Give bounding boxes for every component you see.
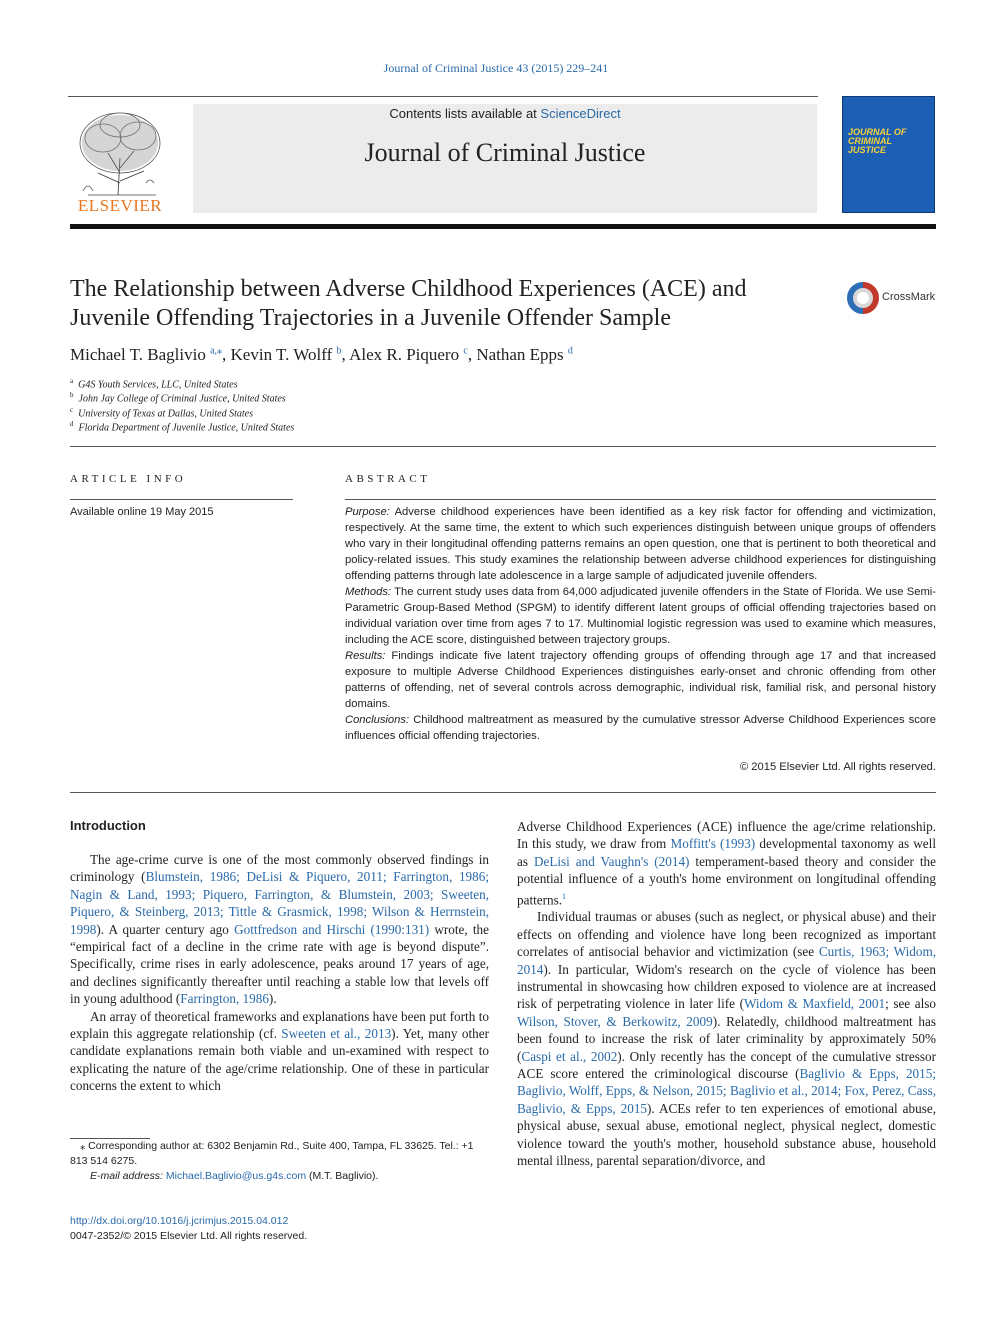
text: Individual traumas or abuses (such as neglect, or physical abuse) and their effects on offending and violence have long been recognized as important correlates of antisocial behavior and victimization (see xyxy=(517,909,936,960)
author-list: Michael T. Baglivio $^{a,⁎}$, Kevin T. Wolff $^b$, Alex R. Piquero $^c$, Nathan Epps $^d$ xyxy=(70,345,573,364)
citation-link[interactable]: Baglivio & Epps, 2015; Baglivio, Wolff, Epps, & Nelson, 2015; Baglivio et al., 2014; Fox, Perez, Cass, Baglivio, & Epps, 2015 xyxy=(517,1066,937,1116)
text: Adverse Childhood Experiences (ACE) influence the age/crime relationship. In this study, we draw from xyxy=(517,819,936,852)
abstract-methods-label: Methods: xyxy=(345,586,392,598)
text: developmental taxonomy as well as xyxy=(517,836,936,869)
abstract-conclusions-label: Conclusions: xyxy=(345,714,410,726)
author-name: Michael T. Baglivio xyxy=(70,345,206,364)
contents-available-line xyxy=(193,106,817,121)
affiliation-text: University of Texas at Dallas, United States xyxy=(78,408,254,420)
email-link[interactable]: Michael.Baglivio@us.g4s.com xyxy=(165,1170,307,1182)
citation-link[interactable]: Wilson, Stover, & Berkowitz, 2009 xyxy=(517,1013,713,1029)
text: wrote, the “empirical fact of a decline in the crime rate with age is beyond dispute”. Specifically, crime rises in early adolescence, peaks around 17 years of age, and declines significantly thereafter until reaching a stable low that levels off in young adulthood ( xyxy=(70,921,489,1007)
author-affil-marker[interactable]: d xyxy=(567,345,573,357)
body-rule xyxy=(70,792,936,793)
crossmark-label[interactable]: CrossMark xyxy=(882,291,936,303)
affiliation-marker: c xyxy=(70,406,74,414)
citation-link[interactable]: Caspi et al., 2002 xyxy=(521,1048,618,1064)
header-rule xyxy=(68,96,818,97)
text: ). Yet, many other candidate explanations remain both viable and un-examined with respect to explicating the nature of the age/crime relationship. One of these in particular concerns the extent to which xyxy=(70,1026,489,1094)
affiliation-marker: b xyxy=(70,391,74,399)
abstract-conclusions xyxy=(345,712,936,744)
abstract-purpose-text: Adverse childhood experiences have been identified as a key risk factor for offending and victimization, respectively. At the same time, the extent to which such experiences distinguish between unique groups of offenders who vary in their longitudinal offending patterns remains an open question, one that is pertinent to both theoretical and policy-related issues. This study examines the relationship between adverse childhood experiences for distinguishing offending patterns through late adolescence in a large sample of adjudicated juvenile offenders. xyxy=(345,506,936,582)
issn-copyright: 0047-2352/© 2015 Elsevier Ltd. All rights reserved. xyxy=(70,1230,308,1242)
abstract-rule xyxy=(345,499,936,500)
journal-reference-link[interactable]: Journal of Criminal Justice 43 (2015) 229–241 xyxy=(383,61,609,75)
affiliation xyxy=(70,377,237,390)
abstract-methods-text: The current study uses data from 64,000 adjudicated juvenile offenders in the State of Florida. We use Semi-Parametric Group-Based Method (SPGM) to identify different latent groups of official offending trajectories based on individual variation over time from ages 7 to 17. Multinomial logistic regression was used to examine which measures, including the ACE score, distinguished between trajectory groups. xyxy=(345,586,936,646)
abstract-body xyxy=(345,504,936,744)
footnote-marker[interactable]: 1 xyxy=(562,891,567,901)
article-title: The Relationship between Adverse Childhood Experiences (ACE) and Juvenile Offending Trajectories in a Juvenile Offender Sample xyxy=(70,276,747,331)
author-name: Nathan Epps xyxy=(476,345,564,364)
header-thick-rule xyxy=(70,224,936,229)
text: ). Relatedly, childhood maltreatment has been found to increase the risk of later criminality by approximately 50% ( xyxy=(517,1013,936,1064)
citation-link[interactable]: Curtis, 1963; Widom, 2014 xyxy=(517,944,936,977)
abstract-results-text: Findings indicate five latent trajectory offending groups of offending through age 17 and that increased exposure to multiple Adverse Childhood Experiences distinguishes early-onset and chronic offending from other patterns of offending, net of several controls across demographic, individual risk, familial risk, and personal history domains. xyxy=(345,650,937,710)
citation-link[interactable]: Moffitt's (1993) xyxy=(670,836,756,852)
abstract-purpose xyxy=(345,504,936,584)
paragraph xyxy=(70,1008,489,1095)
email-suffix: (M.T. Baglivio). xyxy=(306,1170,379,1182)
text: ). xyxy=(268,991,277,1007)
email-label: E-mail address: xyxy=(90,1170,163,1182)
paragraph xyxy=(517,908,936,1169)
affiliation xyxy=(70,420,294,433)
citation-link[interactable]: Sweeten et al., 2013 xyxy=(281,1026,392,1042)
author-name: Alex R. Piquero xyxy=(349,345,460,364)
abstract-copyright: © 2015 Elsevier Ltd. All rights reserved. xyxy=(739,761,936,773)
citation-link[interactable]: Farrington, 1986 xyxy=(180,991,269,1007)
author-affil-marker[interactable]: c xyxy=(463,345,468,357)
affiliation xyxy=(70,406,253,419)
affiliation-text: G4S Youth Services, LLC, United States xyxy=(78,379,238,391)
citation-link[interactable]: DeLisi and Vaughn's (2014) xyxy=(533,853,690,869)
text: ; see also xyxy=(885,996,937,1012)
journal-title: Journal of Criminal Justice xyxy=(364,138,646,167)
affiliation xyxy=(70,391,286,404)
text: ). Only recently has the concept of the cumulative stressor ACE score entered the criminological discourse ( xyxy=(517,1048,937,1082)
doi-link[interactable]: http://dx.doi.org/10.1016/j.jcrimjus.2015.04.012 xyxy=(70,1215,289,1227)
article-info-rule xyxy=(70,499,293,500)
author-name: Kevin T. Wolff xyxy=(230,345,333,364)
affiliation-marker: d xyxy=(70,420,74,428)
abstract-heading: ABSTRACT xyxy=(345,473,431,485)
abstract-results-label: Results: xyxy=(345,650,386,662)
corresponding-author-note: ⁎ Corresponding author at: 6302 Benjamin Rd., Suite 400, Tampa, FL 33625. Tel.: +1 813 514 6275. xyxy=(70,1140,474,1167)
introduction-heading: Introduction xyxy=(70,818,146,833)
available-online-date: Available online 19 May 2015 xyxy=(70,506,214,518)
affiliation-marker: a xyxy=(70,377,74,385)
email-line xyxy=(70,1169,489,1184)
citation-link[interactable]: Blumstein, 1986; DeLisi & Piquero, 2011; Farrington, 1986; Nagin & Land, 1993; Piquero, Farrington, & Blumstein, 2003; Sweeten, Piquero, & Steinberg, 2013; Tittle & Grasmick, 1998; Wilson & Herrnstein, 1998 xyxy=(70,869,489,937)
text: An array of theoretical frameworks and explanations have been put forth to explain this aggregate relationship (cf. xyxy=(70,1008,489,1042)
author-affil-marker[interactable]: b xyxy=(336,345,342,357)
text: The age-crime curve is one of the most commonly observed findings in criminology ( xyxy=(70,852,489,885)
affiliation-text: John Jay College of Criminal Justice, United States xyxy=(78,393,286,405)
abstract-purpose-label: Purpose: xyxy=(345,506,390,518)
text: temperament-based theory and consider the potential influence of a youth's home environment on longitudinal offending patterns. xyxy=(517,853,936,908)
text: ). ACEs refer to ten experiences of emotional abuse, physical abuse, sexual abuse, emotional neglect, physical neglect, domestic violence toward the youth's mother, household substance abuse, household mental illness, parental separation/divorce, and xyxy=(517,1100,936,1169)
body-column-left xyxy=(70,851,489,1095)
text: ). A quarter century ago xyxy=(96,921,235,937)
cover-title: JOURNAL OF CRIMINAL JUSTICE xyxy=(848,127,907,155)
paragraph xyxy=(70,851,489,1008)
abstract-conclusions-text: Childhood maltreatment as measured by the cumulative stressor Adverse Childhood Experiences score influences official offending trajectories. xyxy=(345,714,937,742)
citation-link[interactable]: Gottfredson and Hirschi (1990:131) xyxy=(234,921,430,937)
abstract-results xyxy=(345,648,936,712)
citation-link[interactable]: Widom & Maxfield, 2001 xyxy=(743,996,886,1012)
affiliation-rule xyxy=(70,446,936,447)
abstract-methods xyxy=(345,584,936,648)
contents-prefix: Contents lists available at xyxy=(389,106,541,121)
body-column-right xyxy=(517,818,936,1170)
sciencedirect-link[interactable]: ScienceDirect xyxy=(540,106,621,121)
text: ). In particular, Widom's research on the cycle of violence has been instrumental in showcasing how children exposed to violence are at increased risk of perpetrating violence in later life ( xyxy=(517,961,936,1012)
author-affil-marker[interactable]: a,⁎ xyxy=(210,345,223,357)
paragraph xyxy=(517,818,936,908)
affiliation-text: Florida Department of Juvenile Justice, United States xyxy=(78,422,295,434)
article-info-heading: ARTICLE INFO xyxy=(70,473,187,485)
elsevier-wordmark: ELSEVIER xyxy=(77,196,163,215)
corresponding-author-footnote xyxy=(70,1139,489,1184)
